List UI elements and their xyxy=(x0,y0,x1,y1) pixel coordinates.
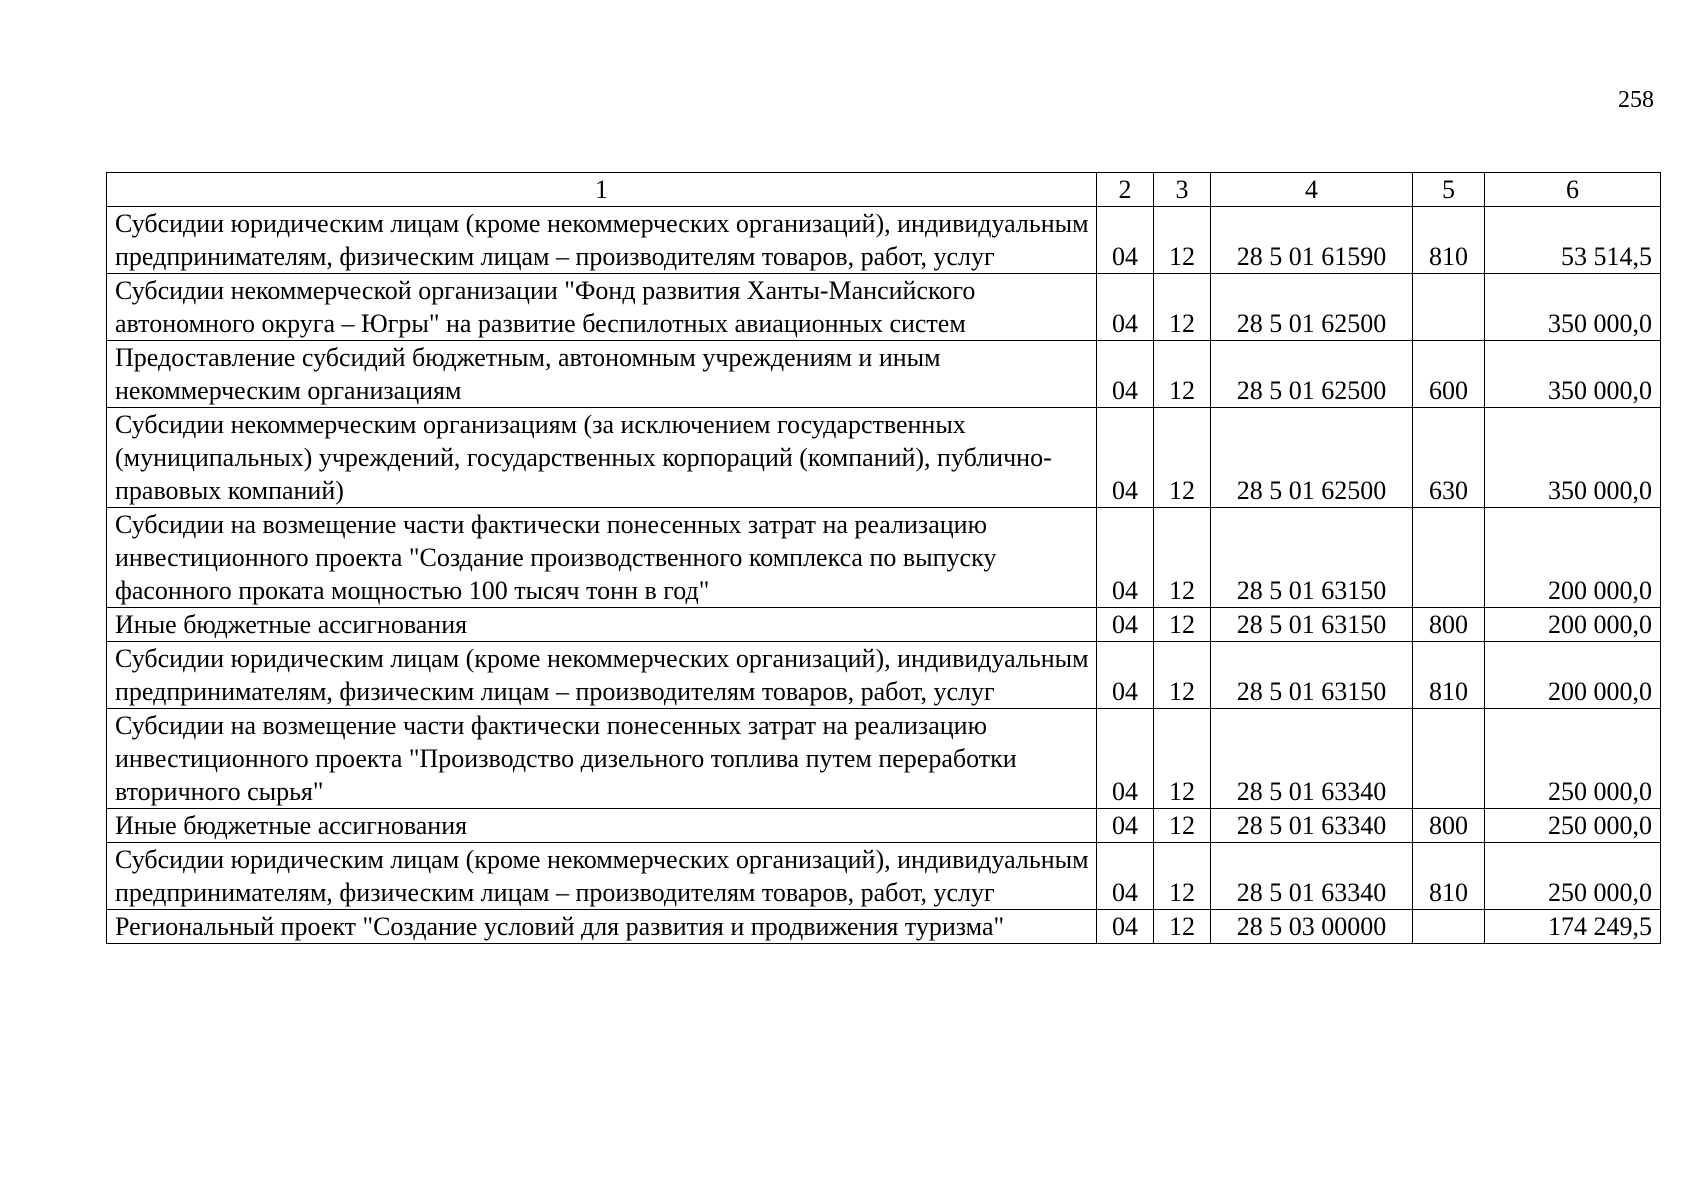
cell-pr: 12 xyxy=(1154,207,1211,274)
cell-name: Субсидии юридическим лицам (кроме некоммерческих организаций), индивидуальным предпринимателям, физическим лицам – производителям товаров, работ, услуг xyxy=(107,207,1097,274)
cell-rz: 04 xyxy=(1097,274,1154,341)
cell-csr: 28 5 01 63340 xyxy=(1211,809,1413,843)
header-cell-vr: 5 xyxy=(1413,173,1485,207)
table-row xyxy=(107,207,1661,274)
cell-name: Субсидии юридическим лицам (кроме некоммерческих организаций), индивидуальным предпринимателям, физическим лицам – производителям товаров, работ, услуг xyxy=(107,843,1097,910)
cell-amount: 350 000,0 xyxy=(1485,408,1661,508)
table-row xyxy=(107,910,1661,944)
header-cell-csr: 4 xyxy=(1211,173,1413,207)
cell-vr xyxy=(1413,709,1485,809)
header-cell-amount: 6 xyxy=(1485,173,1661,207)
table-row xyxy=(107,843,1661,910)
cell-rz: 04 xyxy=(1097,910,1154,944)
cell-name: Иные бюджетные ассигнования xyxy=(107,608,1097,642)
header-cell-pr: 3 xyxy=(1154,173,1211,207)
cell-csr: 28 5 01 62500 xyxy=(1211,341,1413,408)
cell-amount: 200 000,0 xyxy=(1485,508,1661,608)
cell-pr: 12 xyxy=(1154,608,1211,642)
cell-amount: 350 000,0 xyxy=(1485,341,1661,408)
cell-name: Предоставление субсидий бюджетным, автономным учреждениям и иным некоммерческим организациям xyxy=(107,341,1097,408)
cell-vr xyxy=(1413,910,1485,944)
cell-amount: 174 249,5 xyxy=(1485,910,1661,944)
header-cell-name: 1 xyxy=(107,173,1097,207)
table-row xyxy=(107,274,1661,341)
cell-vr: 600 xyxy=(1413,341,1485,408)
cell-vr: 800 xyxy=(1413,809,1485,843)
cell-pr: 12 xyxy=(1154,642,1211,709)
cell-csr: 28 5 01 63150 xyxy=(1211,508,1413,608)
cell-rz: 04 xyxy=(1097,608,1154,642)
cell-name: Субсидии юридическим лицам (кроме некоммерческих организаций), индивидуальным предпринимателям, физическим лицам – производителям товаров, работ, услуг xyxy=(107,642,1097,709)
cell-amount: 200 000,0 xyxy=(1485,642,1661,709)
cell-name: Региональный проект "Создание условий для развития и продвижения туризма" xyxy=(107,910,1097,944)
table-row xyxy=(107,809,1661,843)
table-row xyxy=(107,709,1661,809)
cell-vr xyxy=(1413,274,1485,341)
cell-pr: 12 xyxy=(1154,809,1211,843)
cell-csr: 28 5 01 62500 xyxy=(1211,408,1413,508)
table-row xyxy=(107,608,1661,642)
cell-pr: 12 xyxy=(1154,709,1211,809)
cell-pr: 12 xyxy=(1154,910,1211,944)
table-header-row xyxy=(107,173,1661,207)
cell-vr xyxy=(1413,508,1485,608)
table-row xyxy=(107,408,1661,508)
cell-csr: 28 5 01 62500 xyxy=(1211,274,1413,341)
page-number: 258 xyxy=(1618,87,1654,113)
cell-rz: 04 xyxy=(1097,207,1154,274)
table-row xyxy=(107,508,1661,608)
cell-csr: 28 5 01 63340 xyxy=(1211,709,1413,809)
table-row xyxy=(107,341,1661,408)
cell-csr: 28 5 01 61590 xyxy=(1211,207,1413,274)
cell-csr: 28 5 03 00000 xyxy=(1211,910,1413,944)
cell-name: Иные бюджетные ассигнования xyxy=(107,809,1097,843)
cell-amount: 250 000,0 xyxy=(1485,843,1661,910)
cell-amount: 200 000,0 xyxy=(1485,608,1661,642)
table-body xyxy=(107,173,1661,944)
cell-vr: 800 xyxy=(1413,608,1485,642)
cell-amount: 250 000,0 xyxy=(1485,809,1661,843)
cell-pr: 12 xyxy=(1154,341,1211,408)
cell-csr: 28 5 01 63150 xyxy=(1211,608,1413,642)
cell-pr: 12 xyxy=(1154,843,1211,910)
cell-pr: 12 xyxy=(1154,408,1211,508)
cell-pr: 12 xyxy=(1154,274,1211,341)
cell-name: Субсидии некоммерческим организациям (за исключением государственных (муниципальных) учреждений, государственных корпораций (компаний), публично-правовых компаний) xyxy=(107,408,1097,508)
cell-vr: 630 xyxy=(1413,408,1485,508)
cell-vr: 810 xyxy=(1413,843,1485,910)
cell-vr: 810 xyxy=(1413,207,1485,274)
cell-rz: 04 xyxy=(1097,341,1154,408)
cell-rz: 04 xyxy=(1097,508,1154,608)
cell-amount: 250 000,0 xyxy=(1485,709,1661,809)
cell-rz: 04 xyxy=(1097,809,1154,843)
cell-name: Субсидии некоммерческой организации "Фонд развития Ханты-Мансийского автономного округа – Югры" на развитие беспилотных авиационных систем xyxy=(107,274,1097,341)
cell-rz: 04 xyxy=(1097,642,1154,709)
budget-table xyxy=(106,172,1661,944)
table-row xyxy=(107,642,1661,709)
cell-vr: 810 xyxy=(1413,642,1485,709)
cell-rz: 04 xyxy=(1097,408,1154,508)
cell-csr: 28 5 01 63150 xyxy=(1211,642,1413,709)
header-cell-rz: 2 xyxy=(1097,173,1154,207)
cell-pr: 12 xyxy=(1154,508,1211,608)
cell-name: Субсидии на возмещение части фактически понесенных затрат на реализацию инвестиционного проекта "Создание производственного комплекса по выпуску фасонного проката мощностью 100 тысяч тонн в год" xyxy=(107,508,1097,608)
cell-amount: 350 000,0 xyxy=(1485,274,1661,341)
cell-amount: 53 514,5 xyxy=(1485,207,1661,274)
cell-rz: 04 xyxy=(1097,843,1154,910)
cell-csr: 28 5 01 63340 xyxy=(1211,843,1413,910)
cell-rz: 04 xyxy=(1097,709,1154,809)
cell-name: Субсидии на возмещение части фактически понесенных затрат на реализацию инвестиционного проекта "Производство дизельного топлива путем переработки вторичного сырья" xyxy=(107,709,1097,809)
